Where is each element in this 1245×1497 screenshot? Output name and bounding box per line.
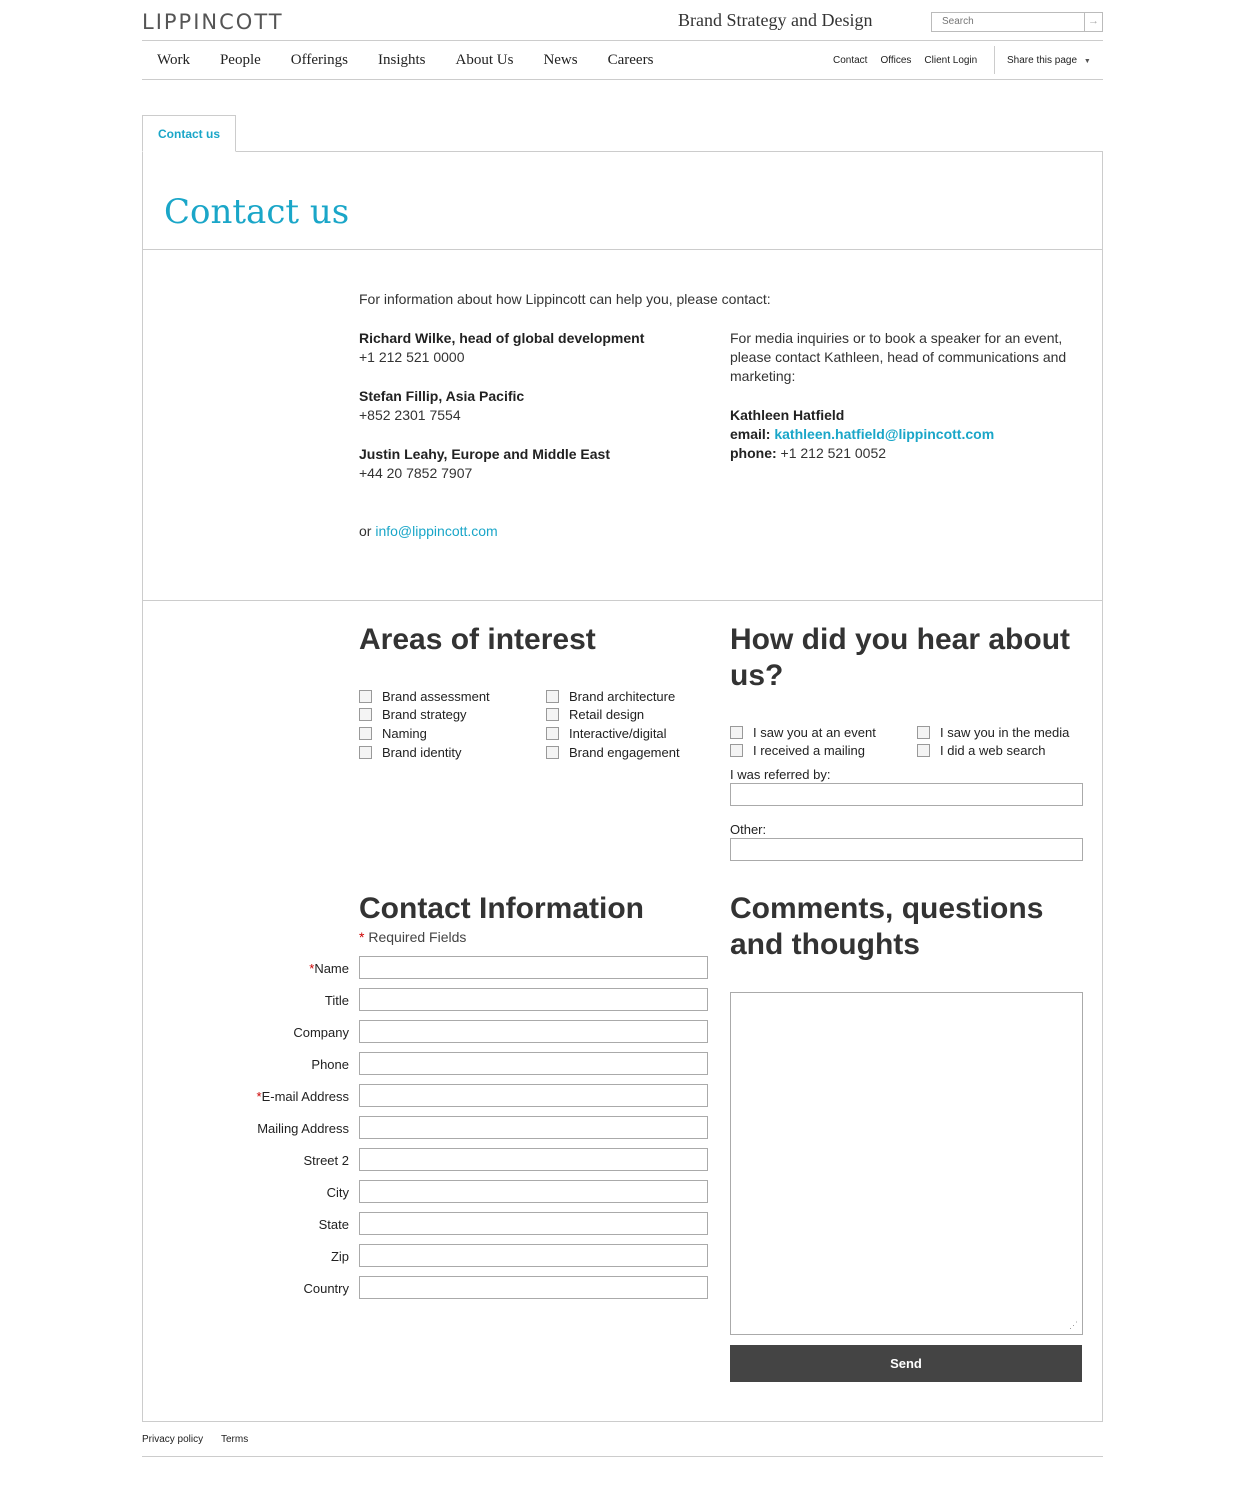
contact-name: Justin Leahy, Europe and Middle East: [359, 446, 611, 462]
checkbox-brand-identity[interactable]: [359, 745, 462, 760]
contact-info-heading: Contact Information: [359, 892, 644, 925]
checkbox-mailing[interactable]: [730, 743, 865, 758]
nav-careers[interactable]: Careers: [607, 52, 654, 68]
share-menu[interactable]: [1007, 55, 1091, 66]
checkbox-web-search[interactable]: [917, 743, 1046, 758]
checkbox-label: Brand engagement: [569, 745, 680, 760]
checkbox-label: I saw you in the media: [940, 725, 1070, 740]
comments-heading: Comments, questions and thoughts: [730, 892, 1044, 961]
checkbox-label: Brand architecture: [569, 689, 676, 704]
label-text: State: [318, 1217, 349, 1232]
city-field[interactable]: [359, 1180, 708, 1203]
general-email-link[interactable]: info@lippincott.com: [375, 523, 498, 539]
checkbox-brand-architecture[interactable]: [546, 689, 675, 704]
nav-insights[interactable]: Insights: [378, 52, 426, 68]
checkbox-label: I did a web search: [940, 743, 1046, 758]
checkbox-label: Interactive/digital: [569, 726, 667, 741]
field-label-phone: [149, 1057, 349, 1072]
field-label-mailing-address: [149, 1121, 349, 1136]
contact-person: [359, 445, 610, 483]
nav-people[interactable]: People: [219, 52, 261, 68]
country-field[interactable]: [359, 1276, 708, 1299]
checkbox-interactive-digital[interactable]: [546, 726, 667, 741]
label-text: Street 2: [303, 1153, 349, 1168]
nav-work[interactable]: Work: [157, 52, 190, 68]
checkbox[interactable]: [917, 726, 930, 739]
field-label-zip: [149, 1249, 349, 1264]
checkbox-label: Brand strategy: [382, 707, 467, 722]
contact-phone: +852 2301 7554: [359, 407, 461, 423]
checkbox[interactable]: [359, 708, 372, 721]
tab-label: Contact us: [158, 127, 221, 141]
checkbox[interactable]: [546, 746, 559, 759]
contact-intro: For information about how Lippincott can help you, please contact:: [359, 291, 771, 307]
checkbox[interactable]: [359, 727, 372, 740]
field-label-email: [149, 1089, 349, 1104]
checkbox-event[interactable]: [730, 725, 876, 740]
search-submit-icon[interactable]: →: [1084, 13, 1102, 31]
checkbox[interactable]: [359, 746, 372, 759]
header-rule: [142, 40, 1103, 41]
field-label-city: [149, 1185, 349, 1200]
search-input[interactable]: [932, 13, 1088, 29]
field-label-company: [149, 1025, 349, 1040]
footer-privacy-link[interactable]: Privacy policy: [142, 1434, 204, 1445]
name-field[interactable]: [359, 956, 708, 979]
send-button[interactable]: Send: [730, 1345, 1082, 1382]
street2-field[interactable]: [359, 1148, 708, 1171]
label-text: Title: [324, 993, 349, 1008]
contact-person: [359, 387, 524, 425]
util-offices[interactable]: Offices: [880, 55, 912, 66]
util-contact[interactable]: Contact: [833, 55, 868, 66]
checkbox-brand-engagement[interactable]: [546, 745, 680, 760]
media-email-link[interactable]: kathleen.hatfield@lippincott.com: [774, 426, 995, 442]
label-text: City: [326, 1185, 349, 1200]
checkbox-label: I received a mailing: [753, 743, 865, 758]
general-contact: [359, 522, 498, 541]
checkbox[interactable]: [546, 708, 559, 721]
state-field[interactable]: [359, 1212, 708, 1235]
hear-heading: How did you hear about us?: [730, 623, 1071, 692]
checkbox[interactable]: [917, 744, 930, 757]
checkbox-media[interactable]: [917, 725, 1069, 740]
title-field[interactable]: [359, 988, 708, 1011]
section-divider: [143, 249, 1102, 250]
field-label-state: [149, 1217, 349, 1232]
required-note: [359, 929, 466, 945]
company-field[interactable]: [359, 1020, 708, 1043]
checkbox-label: I saw you at an event: [753, 725, 876, 740]
comments-textarea[interactable]: [730, 992, 1083, 1335]
checkbox-naming[interactable]: [359, 726, 427, 741]
required-star: *: [309, 961, 315, 976]
nav-news[interactable]: News: [543, 52, 578, 68]
or-text: or: [359, 523, 372, 539]
label-text: Zip: [330, 1249, 349, 1264]
checkbox-retail-design[interactable]: [546, 707, 644, 722]
field-label-country: [149, 1281, 349, 1296]
required-text: Required Fields: [368, 929, 467, 945]
mailing-address-field[interactable]: [359, 1116, 708, 1139]
util-client-login[interactable]: Client Login: [924, 55, 978, 66]
checkbox[interactable]: [359, 690, 372, 703]
checkbox[interactable]: [546, 727, 559, 740]
field-label-street2: [149, 1153, 349, 1168]
media-contact-name: Kathleen Hatfield: [730, 407, 845, 423]
nav-offerings[interactable]: Offerings: [290, 52, 348, 68]
contact-phone: +44 20 7852 7907: [359, 465, 473, 481]
required-star: *: [256, 1089, 262, 1104]
label-text: Company: [293, 1025, 349, 1040]
checkbox-brand-strategy[interactable]: [359, 707, 467, 722]
required-star: *: [359, 929, 365, 945]
page-title: Contact us: [164, 192, 350, 232]
label-text: Phone: [311, 1057, 349, 1072]
zip-field[interactable]: [359, 1244, 708, 1267]
tagline: Brand Strategy and Design: [678, 10, 873, 30]
share-label: Share this page: [1007, 55, 1078, 66]
nav-rule: [142, 79, 1103, 80]
label-text: Country: [303, 1281, 349, 1296]
checkbox[interactable]: [546, 690, 559, 703]
contact-name: Richard Wilke, head of global development: [359, 330, 645, 346]
footer-terms-link[interactable]: Terms: [221, 1434, 249, 1445]
utility-nav: [833, 55, 977, 66]
other-label: Other:: [730, 822, 767, 837]
contact-name: Stefan Fillip, Asia Pacific: [359, 388, 525, 404]
contact-phone: +1 212 521 0000: [359, 349, 465, 365]
chevron-down-icon: ▼: [1083, 58, 1091, 65]
nav-separator: [994, 46, 995, 74]
email-field[interactable]: [359, 1084, 708, 1107]
footer-rule: [142, 1456, 1103, 1457]
field-label-name: [149, 961, 349, 976]
media-inquiries-text: For media inquiries or to book a speaker for an event, please contact Kathleen, head of communications and marketing:: [730, 330, 1067, 384]
checkbox-label: Naming: [382, 726, 427, 741]
resize-grip-icon[interactable]: ⋰: [1069, 1320, 1078, 1330]
checkbox[interactable]: [730, 744, 743, 757]
checkbox-label: Retail design: [569, 707, 645, 722]
logo[interactable]: LIPPINCOTT: [142, 10, 284, 34]
label-text: Mailing Address: [257, 1121, 349, 1136]
referred-label: I was referred by:: [730, 767, 831, 782]
media-phone: +1 212 521 0052: [780, 445, 887, 461]
referred-input[interactable]: [730, 783, 1083, 806]
checkbox[interactable]: [730, 726, 743, 739]
media-contact: [730, 406, 994, 463]
checkbox-brand-assessment[interactable]: [359, 689, 490, 704]
label-text: E-mail Address: [261, 1089, 349, 1104]
section-divider: [143, 600, 1102, 601]
main-nav: [142, 52, 668, 70]
checkbox-label: Brand identity: [382, 745, 462, 760]
contact-person: [359, 329, 644, 367]
field-label-title: [149, 993, 349, 1008]
nav-about-us[interactable]: About Us: [455, 52, 514, 68]
search-box: [931, 12, 1103, 32]
phone-field[interactable]: [359, 1052, 708, 1075]
label-text: Name: [314, 961, 349, 976]
tab-contact-us[interactable]: [142, 115, 236, 152]
other-input[interactable]: [730, 838, 1083, 861]
checkbox-label: Brand assessment: [382, 689, 490, 704]
media-email-label: email:: [730, 426, 771, 442]
areas-heading: Areas of interest: [359, 623, 596, 656]
media-phone-label: phone:: [730, 445, 777, 461]
